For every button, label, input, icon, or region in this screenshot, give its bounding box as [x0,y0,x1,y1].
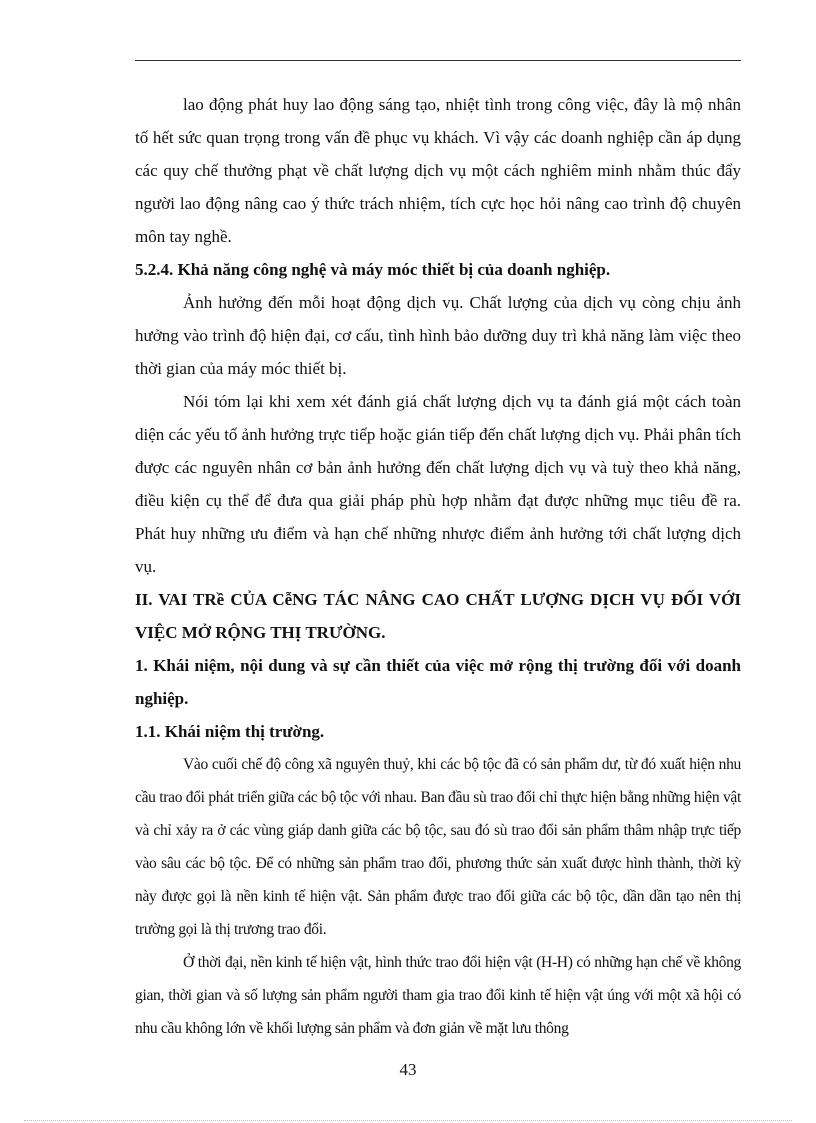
heading-5-2-4: 5.2.4. Khả năng công nghệ và máy móc thiết bị của doanh nghiệp. [135,260,611,279]
heading-1-1: 1.1. Khái niệm thị trường. [135,722,325,741]
paragraph-summary: Nói tóm lại khi xem xét đánh giá chất lượng dịch vụ ta đánh giá một cách toàn diện các yếu tố ảnh hưởng trực tiếp hoặc gián tiếp đến chất lượng dịch vụ. Phải phân tích được các nguyên nhân cơ bản ảnh hưởng đến chất lượng dịch vụ và tuỳ theo khả năng, điều kiện cụ thể để đưa qua giải pháp phù hợp nhằm đạt được những mục tiêu đề ra. Phát huy những ưu điểm và hạn chế những nhược điểm ảnh hưởng tới chất lượng dịch vụ. [135,392,741,576]
header-rule [135,60,741,61]
page-number: 43 [399,1060,417,1079]
paragraph-equipment: Ảnh hưởng đến mỗi hoạt động dịch vụ. Chất lượng của dịch vụ còng chịu ảnh hưởng vào trình độ hiện đại, cơ cấu, tình hình bảo dưỡng duy trì khả năng làm việc theo thời gian của máy móc thiết bị. [135,293,741,378]
heading-1: 1. Khái niệm, nội dung và sự cần thiết của việc mở rộng thị trường đối với doanh nghiệp. [135,656,741,708]
paragraph-market-origin: Vào cuối chế độ công xã nguyên thuỷ, khi các bộ tộc đã có sản phẩm dư, từ đó xuất hiện nhu cầu trao đổi phát triển giữa các bộ tộc với nhau. Ban đầu sù trao đổi chỉ thực hiện bằng những hiện vật và chỉ xảy ra ở các vùng giáp danh giữa các bộ tộc, sau đó sù trao đổi sản phẩm thâm nhập trực tiếp vào sâu các bộ tộc. Để có những sản phẩm trao đổi, phương thức sản xuất được hình thành, thời kỳ này được gọi là nền kinh tế hiện vật. Sản phẩm được trao đổi giữa các bộ tộc, dần dần tạo nên thị trường gọi là thị trương trao đổi. [135,756,741,938]
heading-section-ii: II. VAI TRề CỦA CễNG TÁC NÂNG CAO CHẤT LƯỢNG DỊCH VỤ ĐỐI VỚI VIỆC MỞ RỘNG THỊ TRƯỜNG. [135,590,741,642]
footer-rule [24,1120,792,1121]
paragraph-barter-economy: Ở thời đại, nền kinh tế hiện vật, hình thức trao đổi hiện vật (H-H) có những hạn chế về không gian, thời gian và số lượng sản phẩm người tham gia trao đổi kinh tế hiện vật úng với một xã hội có nhu cầu không lớn về khối lượng sản phẩm và đơn giản về mặt lưu thông [135,954,741,1037]
page-body [135,88,741,1045]
paragraph-staff-incentives: lao động phát huy lao động sáng tạo, nhiệt tình trong công việc, đây là mộ nhân tố hết sức quan trọng trong vấn đề phục vụ khách. Vì vậy các doanh nghiệp cần áp dụng các quy chế thưởng phạt về chất lượng dịch vụ một cách nghiêm minh nhằm thúc đẩy người lao động nâng cao ý thức trách nhiệm, tích cực học hỏi nâng cao trình độ chuyên môn tay nghề. [135,95,741,246]
